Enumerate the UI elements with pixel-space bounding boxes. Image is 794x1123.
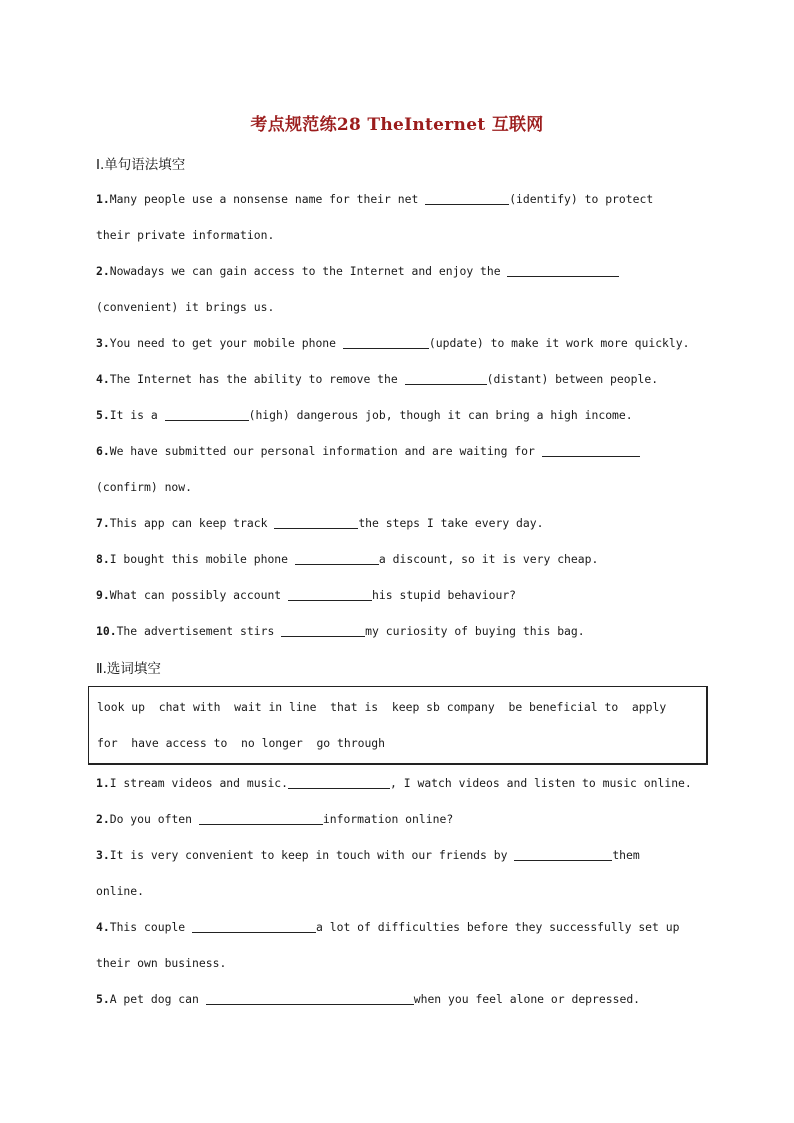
page-title: 考点规范练28 TheInternet 互联网 [250,115,544,135]
item-text: when you feel alone or depressed. [413,992,641,1006]
answer-blank[interactable] [165,408,249,421]
answer-blank[interactable] [425,192,509,205]
item-text: my curiosity of buying this bag. [365,624,585,638]
answer-blank[interactable] [343,336,429,349]
item-text: , I watch videos and listen to music online. [390,776,692,790]
item-text: (update) to make it work more quickly. [428,336,690,350]
choice-item-1 [96,776,692,790]
item-number: 2. [96,812,110,826]
answer-blank[interactable] [206,992,414,1005]
item-number: 5. [96,408,110,422]
choice-item-5 [96,992,640,1006]
item-text: Many people use a nonsense name for their net [109,192,426,206]
item-number: 1. [96,192,110,206]
item-text: (identify) to protect [509,192,654,206]
item-number: 4. [96,372,110,386]
section-heading-grammar: Ⅰ.单句语法填空 [96,157,186,173]
grammar-item-8 [96,552,598,566]
item-number: 5. [96,992,110,1006]
grammar-item-6-cont: (confirm) now. [96,480,193,494]
grammar-item-4 [96,372,658,386]
item-text: I bought this mobile phone [109,552,295,566]
item-number: 2. [96,264,110,278]
item-text: Nowadays we can gain access to the Internet and enjoy the [109,264,508,278]
grammar-item-6 [96,444,640,458]
item-number: 10. [96,624,117,638]
grammar-item-2-cont: (convenient) it brings us. [96,300,275,314]
grammar-item-2 [96,264,619,278]
item-number: 3. [96,848,110,862]
item-text: Do you often [109,812,199,826]
word-bank-line-2: for have access to no longer go through [97,736,386,750]
choice-item-4-cont: their own business. [96,956,227,970]
item-text: It is very convenient to keep in touch with our friends by [109,848,515,862]
item-number: 7. [96,516,110,530]
item-text: a discount, so it is very cheap. [378,552,599,566]
answer-blank[interactable] [274,516,358,529]
answer-blank[interactable] [542,444,640,457]
answer-blank[interactable] [192,920,316,933]
grammar-item-7 [96,516,543,530]
item-text: his stupid behaviour? [372,588,517,602]
choice-item-4 [96,920,679,934]
answer-blank[interactable] [514,848,612,861]
answer-blank[interactable] [288,588,372,601]
item-text: This couple [109,920,193,934]
word-bank-line-1: look up chat with wait in line that is keep sb company be beneficial to apply [97,700,667,714]
item-text: You need to get your mobile phone [109,336,343,350]
answer-blank[interactable] [288,776,390,789]
choice-item-3 [96,848,640,862]
item-text: them [612,848,640,862]
item-text: A pet dog can [109,992,206,1006]
item-text: I stream videos and music. [109,776,289,790]
grammar-item-9 [96,588,516,602]
item-text: (distant) between people. [486,372,659,386]
item-text: It is a [109,408,165,422]
answer-blank[interactable] [507,264,619,277]
choice-item-3-cont: online. [96,884,145,898]
item-text: We have submitted our personal information and are waiting for [109,444,542,458]
answer-blank[interactable] [199,812,323,825]
item-text: (high) dangerous job, though it can bring a high income. [248,408,633,422]
item-number: 8. [96,552,110,566]
answer-blank[interactable] [281,624,365,637]
item-number: 6. [96,444,110,458]
item-text: information online? [322,812,454,826]
choice-item-2 [96,812,453,826]
grammar-item-5 [96,408,633,422]
answer-blank[interactable] [405,372,487,385]
item-text: a lot of difficulties before they successfully set up [316,920,680,934]
item-number: 1. [96,776,110,790]
word-bank-box [88,686,708,765]
grammar-item-1 [96,192,653,206]
grammar-item-10 [96,624,585,638]
item-text: The advertisement stirs [116,624,282,638]
section-heading-word-choice: Ⅱ.选词填空 [96,661,161,677]
item-text: the steps I take every day. [358,516,544,530]
grammar-item-1-cont: their private information. [96,228,275,242]
item-text: This app can keep track [109,516,275,530]
item-text: What can possibly account [109,588,289,602]
item-number: 9. [96,588,110,602]
item-number: 4. [96,920,110,934]
answer-blank[interactable] [295,552,379,565]
grammar-item-3 [96,336,690,350]
item-text: The Internet has the ability to remove the [109,372,405,386]
item-number: 3. [96,336,110,350]
